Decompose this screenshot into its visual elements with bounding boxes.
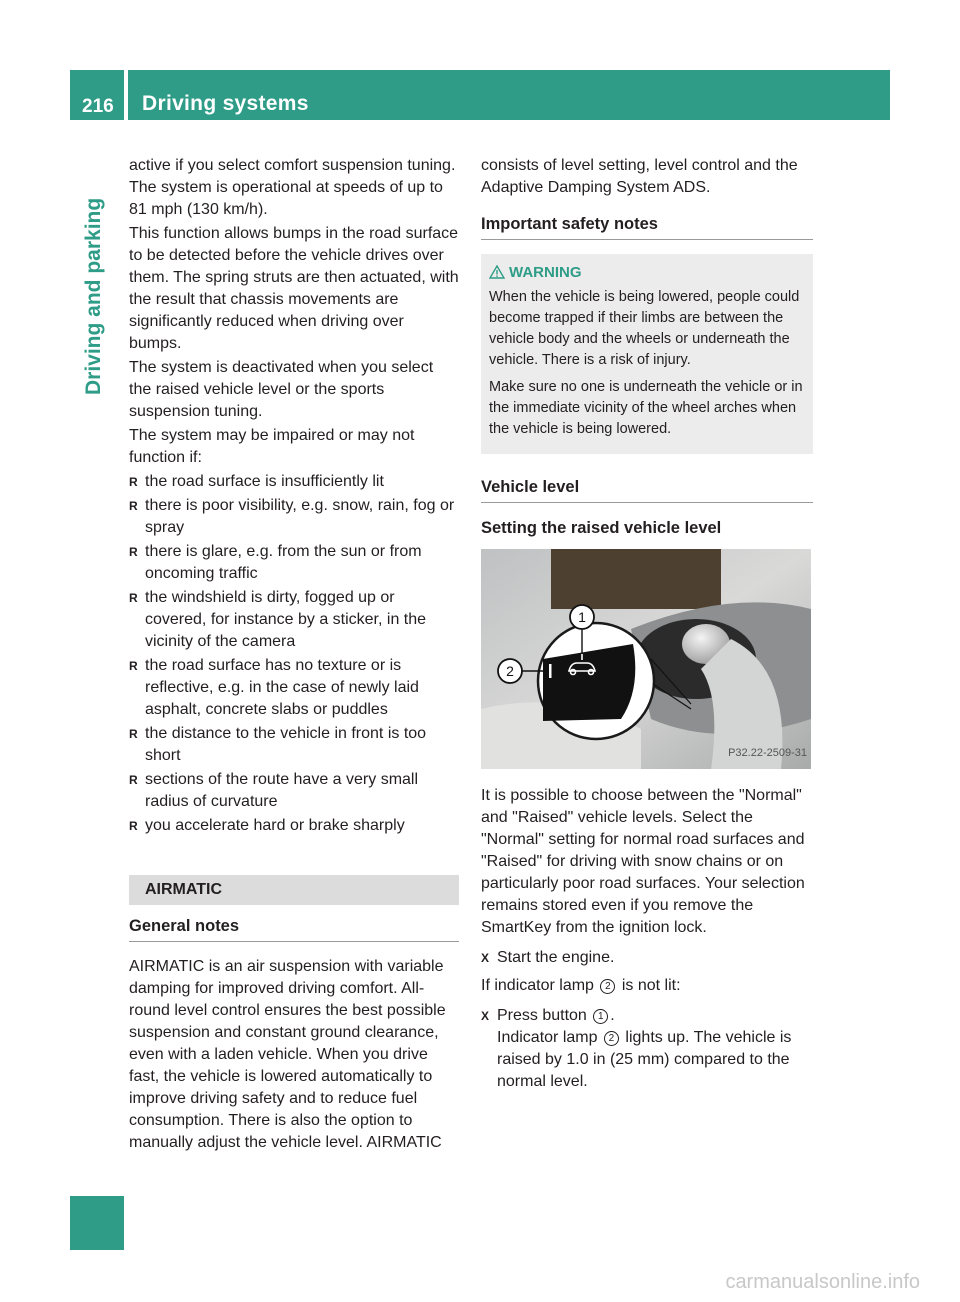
list-item: R the road surface is insufficiently lit bbox=[129, 471, 459, 493]
watermark: carmanualsonline.info bbox=[725, 1271, 920, 1293]
indicator-lamp-ref-icon: 2 bbox=[604, 1031, 619, 1046]
list-item: R sections of the route have a very small radius of curvature bbox=[129, 769, 459, 813]
section-title: Driving systems bbox=[142, 92, 309, 115]
indicator-lamp-ref-icon: 2 bbox=[600, 979, 615, 994]
paragraph: AIRMATIC is an air suspension with variable damping for improved driving comfort. All-round level control ensures the best possible suspension and constant ground clearance, even with a laden vehicle. When you drive fast, the vehicle is lowered automatically to improve driving safety and to reduce fuel consumption. There is also the option to manually adjust the vehicle level. AIRMATIC bbox=[129, 958, 446, 1151]
vehicle-level-heading: Vehicle level bbox=[481, 476, 813, 503]
paragraph: active if you select comfort suspension tuning. The system is operational at speeds of up to 81 mph (130 km/h). bbox=[129, 157, 456, 218]
paragraph: This function allows bumps in the road surface to be detected before the vehicle drives over them. The spring struts are then actuated, with the result that chassis movements are significantly reduced when driving over bumps. bbox=[129, 225, 459, 352]
side-tab-block bbox=[70, 1196, 124, 1250]
figure-code: P32.22-2509-31 bbox=[728, 747, 807, 759]
page-number-box bbox=[70, 70, 124, 120]
list-item: R there is poor visibility, e.g. snow, rain, fog or spray bbox=[129, 495, 459, 539]
warning-label: WARNING bbox=[509, 264, 582, 281]
callout-1: 1 bbox=[578, 609, 586, 625]
warning-text: When the vehicle is being lowered, people could become trapped if their limbs are between the vehicle body and the wheels or underneath the vehicle. There is a risk of injury. bbox=[489, 289, 800, 368]
console-photo bbox=[481, 549, 811, 769]
list-item: R the windshield is dirty, fogged up or covered, for instance by a sticker, in the vicinity of the camera bbox=[129, 587, 459, 653]
page-header bbox=[70, 70, 890, 120]
section-title-bar bbox=[128, 70, 890, 120]
left-column bbox=[129, 155, 459, 1156]
list-item: R there is glare, e.g. from the sun or from oncoming traffic bbox=[129, 541, 459, 585]
paragraph: The system may be impaired or may not function if: bbox=[129, 427, 415, 466]
warning-text: Make sure no one is underneath the vehicle or in the immediate vicinity of the wheel arches when the vehicle is being lowered. bbox=[489, 379, 803, 437]
airmatic-band: AIRMATIC bbox=[129, 875, 459, 905]
general-notes-heading: General notes bbox=[129, 915, 459, 942]
paragraph: It is possible to choose between the "Normal" and "Raised" vehicle levels. Select the "Normal" setting for normal road surfaces and "Raised" for driving with snow chains or on particularly poor road surfaces. Your selection remains stored even if you remove the SmartKey from the ignition lock. bbox=[481, 787, 805, 936]
right-column bbox=[481, 155, 813, 1099]
condition-list bbox=[129, 471, 459, 837]
safety-heading: Important safety notes bbox=[481, 213, 813, 240]
warning-header bbox=[489, 262, 803, 283]
instruction-step: X Start the engine. bbox=[481, 947, 813, 969]
warning-box bbox=[481, 254, 813, 454]
warning-triangle-icon bbox=[489, 265, 505, 279]
list-item: R the road surface has no texture or is reflective, e.g. in the case of newly laid asphalt, concrete slabs or puddles bbox=[129, 655, 459, 721]
button-ref-icon: 1 bbox=[593, 1009, 608, 1024]
instruction-list bbox=[481, 947, 813, 969]
vehicle-level-figure bbox=[481, 549, 811, 769]
callout-2: 2 bbox=[506, 663, 514, 679]
paragraph: The system is deactivated when you select the raised vehicle level or the sports suspension tuning. bbox=[129, 359, 434, 420]
condition-line: If indicator lamp 2 is not lit: bbox=[481, 977, 681, 994]
list-item: R the distance to the vehicle in front is too short bbox=[129, 723, 459, 767]
instruction-list bbox=[481, 1005, 813, 1093]
page-number: 216 bbox=[82, 96, 114, 117]
paragraph: consists of level setting, level control and the Adaptive Damping System ADS. bbox=[481, 157, 798, 196]
list-item: R you accelerate hard or brake sharply bbox=[129, 815, 459, 837]
side-tab-label: Driving and parking bbox=[82, 197, 105, 395]
instruction-step: X Press button 1 . Indicator lamp 2 lights up. The vehicle is raised by 1.0 in (25 mm) compared to the normal level. bbox=[481, 1005, 813, 1093]
raised-level-heading: Setting the raised vehicle level bbox=[481, 519, 722, 537]
